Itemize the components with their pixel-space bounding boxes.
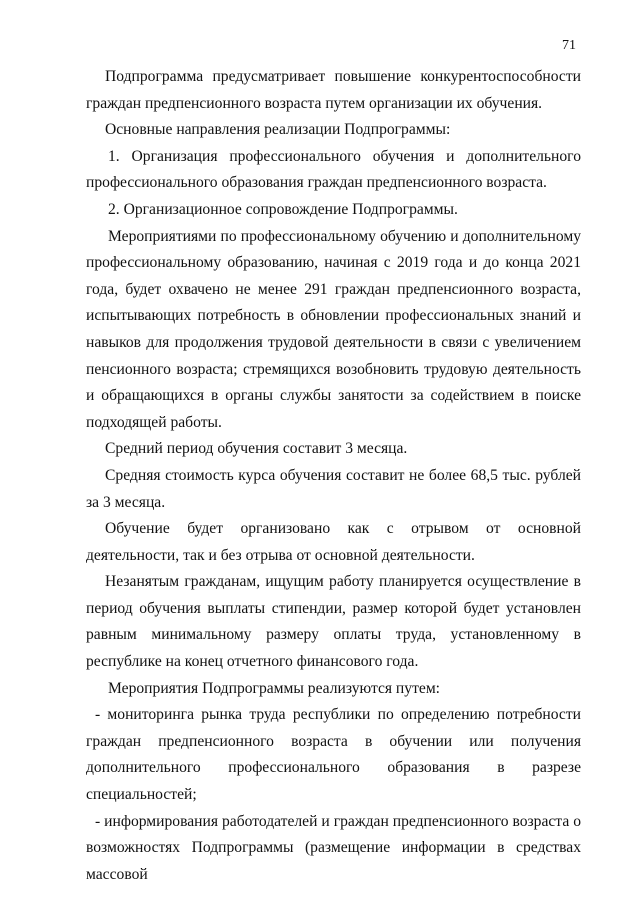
list-item-informing: - информирования работодателей и граждан предпенсионного возраста о возможностях Подпрограммы (размещение информации в средствах массовой (86, 812, 581, 883)
paragraph-course-cost: Средняя стоимость курса обучения составит не более 68,5 тыс. рублей за 3 месяца. (86, 466, 581, 511)
document-body (86, 64, 581, 888)
paragraph-measures: Мероприятиями по профессиональному обучению и дополнительному профессиональному образованию, начиная с 2019 года и до конца 2021 года, будет охвачено не менее 291 граждан предпенсионного возраста, испытывающих потребность в обновлении профессиональных знаний и навыков для продолжения трудовой деятельности в связи с увеличением пенсионного возраста; стремящихся возобновить трудовую деятельность и обращающихся в органы службы занятости за содействием в поиске подходящей работы. (86, 227, 581, 431)
list-item-direction-1: 1. Организация профессионального обучения и дополнительного профессионального образования граждан предпенсионного возраста. (86, 147, 581, 192)
paragraph-directions-heading: Основные направления реализации Подпрограммы: (105, 121, 451, 139)
paragraph-stipend: Незанятым гражданам, ищущим работу планируется осуществление в период обучения выплаты стипендии, размер которой будет установлен равным минимальному размеру оплаты труда, установленному в республике на конец отчетного финансового года. (86, 573, 581, 671)
paragraph-implementation-heading: Мероприятия Подпрограммы реализуются путем: (108, 679, 441, 697)
paragraph-intro: Подпрограмма предусматривает повышение конкурентоспособности граждан предпенсионного возраста путем организации их обучения. (86, 68, 581, 112)
paragraph-training-format: Обучение будет организовано как с отрывом от основной деятельности, так и без отрыва от основной деятельности. (86, 520, 581, 564)
list-item-direction-2: 2. Организационное сопровождение Подпрограммы. (108, 200, 458, 218)
paragraph-training-period: Средний период обучения составит 3 месяца. (105, 440, 408, 458)
page-number: 71 (562, 38, 576, 53)
list-item-monitoring: - мониторинга рынка труда республики по определению потребности граждан предпенсионного возраста в обучении или получения дополнительного профессионального образования в разрезе специальностей; (86, 706, 581, 804)
